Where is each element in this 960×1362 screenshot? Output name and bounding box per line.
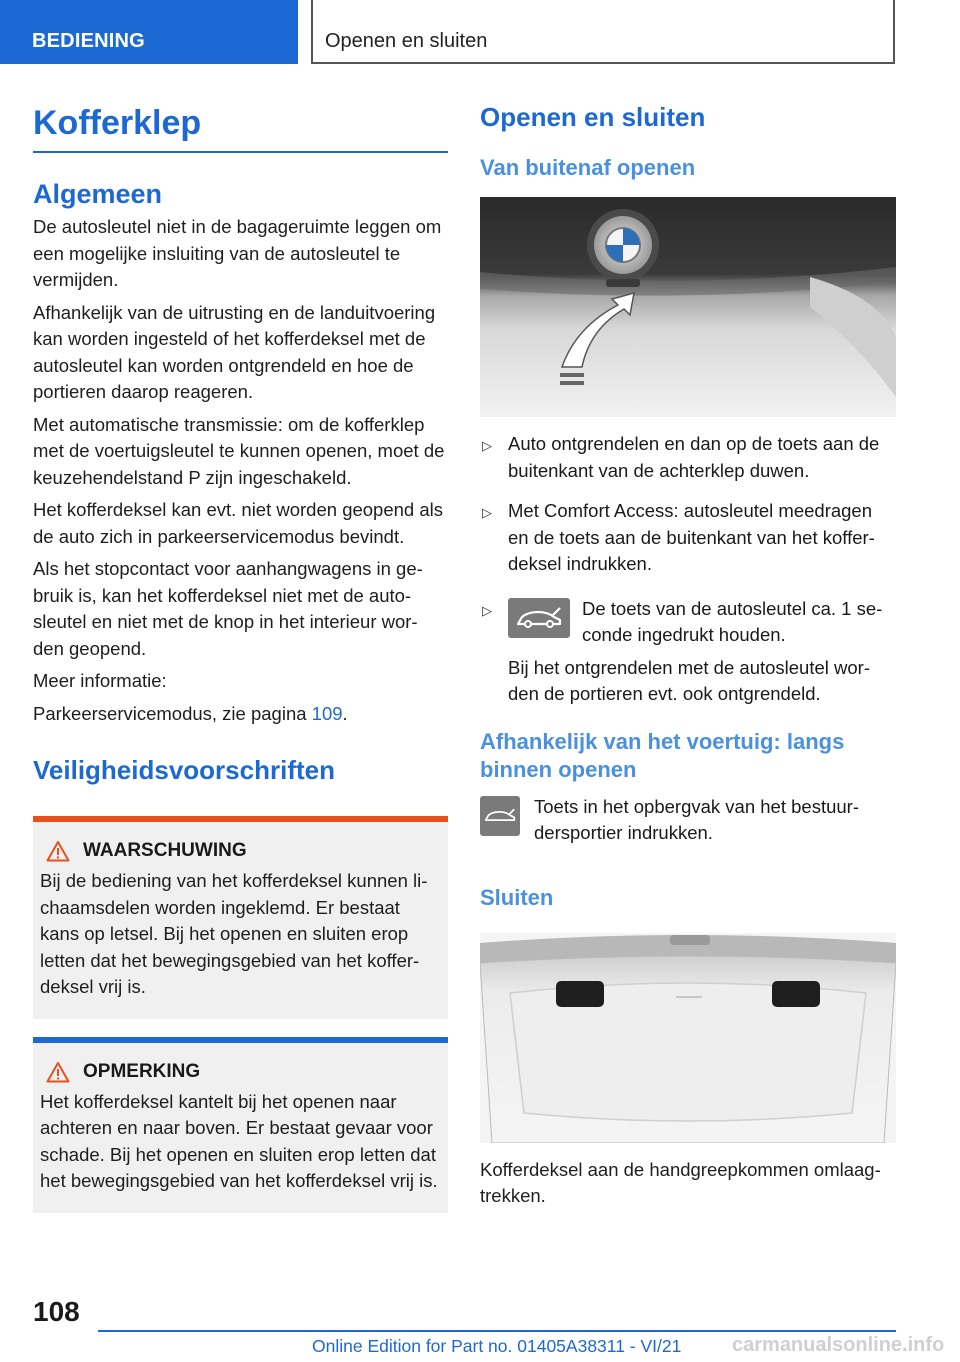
trunk-button-photo <box>480 197 896 417</box>
inside-row <box>480 794 896 847</box>
paragraph: Met automatische transmissie: om de kofferklep met de voertuigsleutel te kunnen openen, moet de keuzehendelstand P zijn ingeschakeld. <box>33 413 445 488</box>
outside-heading: Van buitenaf openen <box>480 155 696 180</box>
car-trunk-key-icon <box>508 598 570 638</box>
page-reference <box>33 701 448 728</box>
note-text: Het kofferdeksel kantelt bij het openen naar achteren en naar boven. Er bestaat gevaar voor schade. Bij het openen en sluiten erop letten dat het bewegingsgebied van het kofferdeksel vrij is. <box>40 1090 438 1191</box>
page-title: Kofferklep <box>33 104 448 153</box>
list-item <box>480 431 896 484</box>
bullet-text: Auto ontgrendelen en dan op de toets aan de buitenkant van de achterklep duwen. <box>508 433 880 481</box>
key-bullet-extra-text: Bij het ontgrendelen met de autosleutel wor-den de portieren evt. ook ontgrendeld. <box>508 656 870 704</box>
note-header <box>40 1061 440 1083</box>
paragraph: Als het stopcontact voor aanhangwagens in ge-bruik is, kan het kofferdeksel niet met de auto-sleutel en niet met de knop in het interieur wor-den geopend. <box>33 558 423 659</box>
close-text: Kofferdeksel aan de handgreepkommen omlaag-trekken. <box>480 1158 881 1206</box>
left-column <box>33 100 448 1213</box>
warning-triangle-icon <box>46 840 70 862</box>
list-item <box>480 498 896 578</box>
warning-label: WAARSCHUWING <box>83 840 247 861</box>
right-column <box>480 100 896 1216</box>
footer-divider <box>98 1330 896 1332</box>
page-link[interactable]: 109 <box>311 702 343 724</box>
key-bullet-text: De toets van de autosleutel ca. 1 se-conde ingedrukt houden. <box>582 597 883 645</box>
bullet-triangle-icon: ▷ <box>482 602 492 618</box>
note-label: OPMERKING <box>83 1060 201 1082</box>
list-item <box>480 596 896 708</box>
section-tab: BEDIENING <box>0 0 298 64</box>
warning-text: Bij de bediening van het kofferdeksel kunnen li-chaamsdelen worden ingeklemd. Er bestaat kans op letsel. Bij het openen en sluiten erop letten dat het bewegingsgebied van het koffer-deksel vrij is. <box>40 870 428 997</box>
safety-heading: Veiligheidsvoorschriften <box>33 755 335 785</box>
edition-text: Online Edition for Part no. 01405A38311 - VI/21 <box>312 1336 682 1356</box>
inside-text: Toets in het opbergvak van het bestuur-dersportier indrukken. <box>534 795 859 843</box>
key-bullet-body <box>508 596 896 708</box>
car-trunk-button-icon <box>480 796 520 836</box>
note-box <box>33 1037 448 1213</box>
warning-header <box>40 840 440 862</box>
open-close-heading: Openen en sluiten <box>480 102 706 132</box>
paragraph: De autosleutel niet in de bagageruimte leggen om een mogelijke insluiting van de autosleutel te vermijden. <box>33 216 442 290</box>
inside-heading: Afhankelijk van het voertuig: langs binnen openen <box>480 728 845 782</box>
page-number: 108 <box>33 1296 80 1327</box>
warning-box <box>33 816 448 1019</box>
bullet-text: Met Comfort Access: autosleutel meedragen en de toets aan de buitenkant van het koffer-deksel indrukken. <box>508 500 875 574</box>
bullet-triangle-icon: ▷ <box>482 438 492 453</box>
close-heading: Sluiten <box>480 884 554 910</box>
trunk-lid-photo <box>480 933 896 1143</box>
reference-text: Parkeerservicemodus, zie pagina <box>33 702 307 724</box>
watermark: carmanualsonline.info <box>732 1334 945 1356</box>
paragraph: Afhankelijk van de uitrusting en de landuitvoering kan worden ingesteld of het kofferdeksel met de autosleutel kan worden ontgrendeld en hoe de portieren daarop reageren. <box>33 301 436 402</box>
reference-end: . <box>342 702 348 724</box>
chapter-title: Openen en sluiten <box>311 0 895 64</box>
paragraph: Meer informatie: <box>33 670 167 691</box>
key-row <box>508 596 896 649</box>
bullet-triangle-icon: ▷ <box>482 505 492 520</box>
paragraph: Het kofferdeksel kan evt. niet worden geopend als de auto zich in parkeerservicemodus bevindt. <box>33 499 443 547</box>
warning-triangle-icon <box>46 1061 70 1083</box>
general-heading: Algemeen <box>33 179 163 209</box>
